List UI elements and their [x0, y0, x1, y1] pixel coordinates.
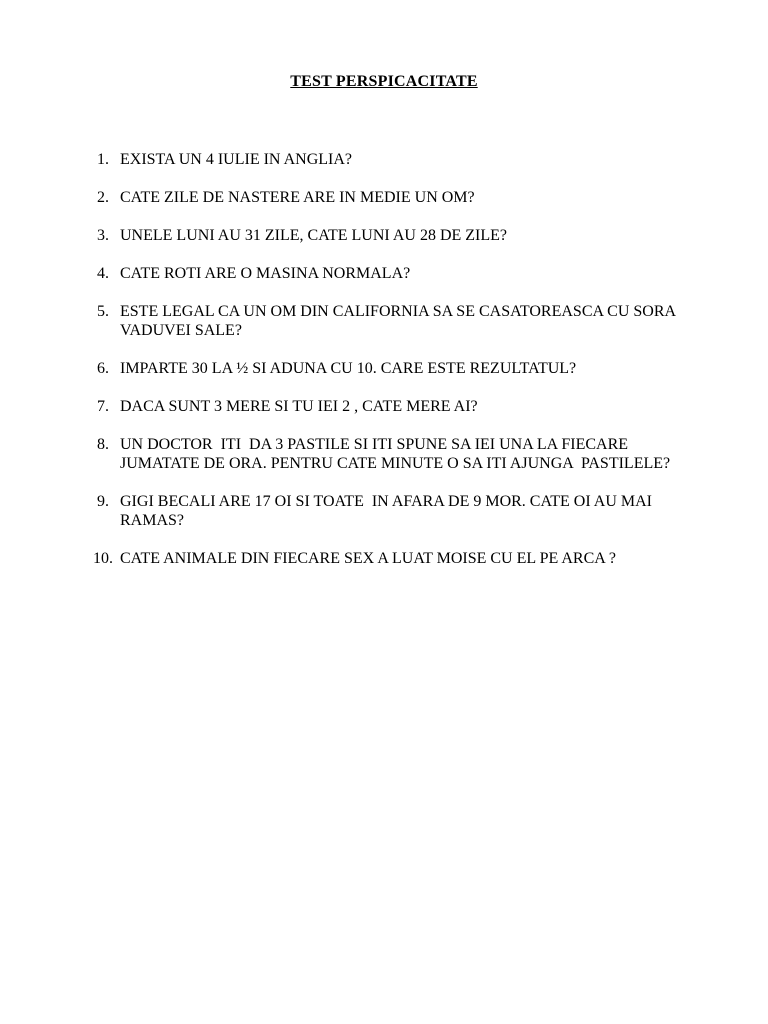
question-number: 1. — [97, 151, 109, 168]
document-title: TEST PERSPICACITATE — [290, 73, 478, 90]
question-item — [0, 302, 768, 340]
question-item — [0, 150, 768, 169]
question-number: 2. — [97, 189, 109, 206]
question-number: 8. — [97, 436, 109, 453]
question-text: CATE ZILE DE NASTERE ARE IN MEDIE UN OM? — [120, 189, 475, 206]
question-item — [0, 188, 768, 207]
question-text: UN DOCTOR ITI DA 3 PASTILE SI ITI SPUNE SA IEI UNA LA FIECARE JUMATATE DE ORA. PENTRU CATE MINUTE O SA ITI AJUNGA PASTILELE? — [120, 436, 671, 472]
question-item — [0, 359, 768, 378]
question-number: 4. — [97, 265, 109, 282]
question-item — [0, 226, 768, 245]
question-number: 10. — [93, 550, 113, 567]
question-text: UNELE LUNI AU 31 ZILE, CATE LUNI AU 28 DE ZILE? — [120, 227, 508, 244]
question-item — [0, 264, 768, 283]
question-number: 5. — [97, 303, 109, 320]
question-item — [0, 397, 768, 416]
question-text: GIGI BECALI ARE 17 OI SI TOATE IN AFARA DE 9 MOR. CATE OI AU MAI RAMAS? — [120, 493, 657, 529]
question-item — [0, 492, 768, 530]
question-text: EXISTA UN 4 IULIE IN ANGLIA? — [120, 151, 353, 168]
question-number: 3. — [97, 227, 109, 244]
question-text: CATE ROTI ARE O MASINA NORMALA? — [120, 265, 411, 282]
question-text: IMPARTE 30 LA ½ SI ADUNA CU 10. CARE ESTE REZULTATUL? — [120, 360, 577, 377]
question-item — [0, 435, 768, 473]
question-text: DACA SUNT 3 MERE SI TU IEI 2 , CATE MERE AI? — [120, 398, 478, 415]
question-list — [0, 150, 768, 587]
question-item — [0, 549, 768, 568]
question-number: 7. — [97, 398, 109, 415]
question-text: ESTE LEGAL CA UN OM DIN CALIFORNIA SA SE CASATOREASCA CU SORA VADUVEI SALE? — [120, 303, 679, 339]
question-text: CATE ANIMALE DIN FIECARE SEX A LUAT MOISE CU EL PE ARCA ? — [120, 550, 617, 567]
question-number: 9. — [97, 493, 109, 510]
question-number: 6. — [97, 360, 109, 377]
